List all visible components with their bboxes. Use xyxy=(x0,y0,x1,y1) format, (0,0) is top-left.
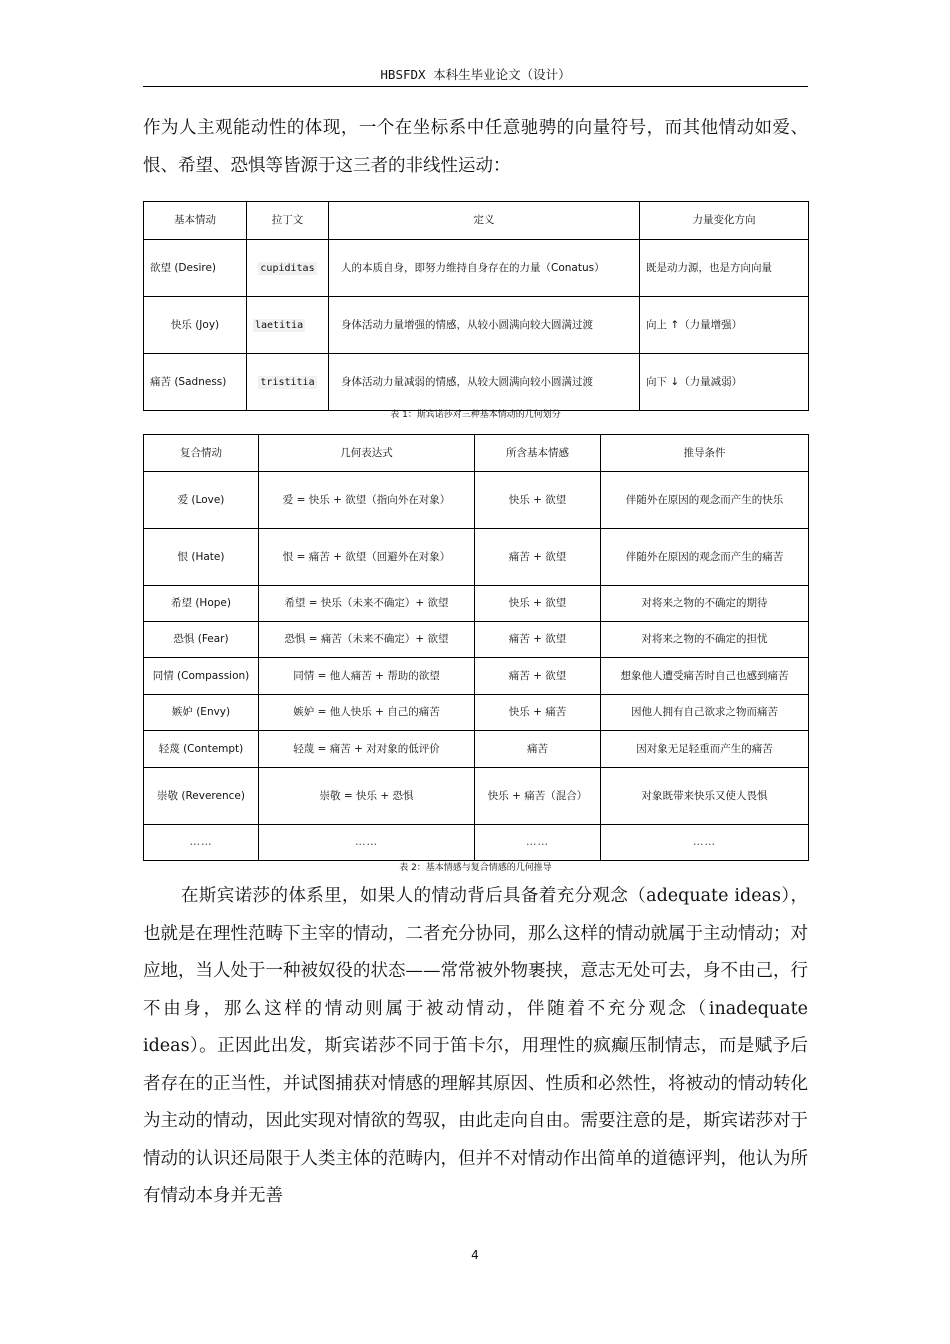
affect-direction: 向下 ↓（力量减弱） xyxy=(640,354,809,411)
compound-expression: 轻蔑 = 痛苦 + 对对象的低评价 xyxy=(259,731,475,768)
table-row xyxy=(144,240,809,297)
header-rule xyxy=(143,86,808,87)
compound-basic: 快乐 + 痛苦 xyxy=(475,695,601,731)
table-row xyxy=(144,731,809,768)
ellipsis-cell: …… xyxy=(144,825,259,861)
latin-term-text: tristitia xyxy=(260,376,315,388)
compound-expression: 希望 = 快乐（未来不确定）+ 欲望 xyxy=(259,586,475,622)
compound-name: 崇敬 (Reverence) xyxy=(144,768,259,825)
table-row xyxy=(144,297,809,354)
table-row xyxy=(144,658,809,695)
compound-condition: 伴随外在原因的观念而产生的痛苦 xyxy=(601,529,809,586)
table-header-row xyxy=(144,202,809,240)
compound-name: 恐惧 (Fear) xyxy=(144,622,259,658)
compound-name: 恨 (Hate) xyxy=(144,529,259,586)
table2-caption: 表 2：基本情感与复合情感的几何推导 xyxy=(399,863,552,873)
compound-condition: 因他人拥有自己欲求之物而痛苦 xyxy=(601,695,809,731)
table-row xyxy=(144,354,809,411)
table-row xyxy=(144,472,809,529)
compound-name: 同情 (Compassion) xyxy=(144,658,259,695)
ellipsis-cell: …… xyxy=(259,825,475,861)
table2-header-cell: 几何表达式 xyxy=(259,435,475,472)
table-row xyxy=(144,768,809,825)
table-row xyxy=(144,586,809,622)
table-header-row xyxy=(144,435,809,472)
table2-header-cell: 推导条件 xyxy=(601,435,809,472)
compound-name: 希望 (Hope) xyxy=(144,586,259,622)
affect-definition: 身体活动力量减弱的情感，从较大圆满向较小圆满过渡 xyxy=(329,354,640,411)
basic-affects-table xyxy=(143,201,809,411)
compound-expression: 同情 = 他人痛苦 + 帮助的欲望 xyxy=(259,658,475,695)
ellipsis-cell: …… xyxy=(601,825,809,861)
compound-condition: 对将来之物的不确定的担忧 xyxy=(601,622,809,658)
latin-term xyxy=(247,297,329,354)
ellipsis-cell: …… xyxy=(475,825,601,861)
affect-direction: 向上 ↑（力量增强） xyxy=(640,297,809,354)
page-number: 4 xyxy=(471,1248,479,1262)
table1-caption: 表 1：斯宾诺莎对三种基本情动的几何划分 xyxy=(390,410,561,420)
latin-term-text: laetitia xyxy=(255,319,304,331)
compound-basic: 痛苦 + 欲望 xyxy=(475,658,601,695)
table-row xyxy=(144,695,809,731)
affect-definition: 人的本质自身，即努力维持自身存在的力量（Conatus） xyxy=(329,240,640,297)
compound-expression: 崇敬 = 快乐 + 恐惧 xyxy=(259,768,475,825)
compound-condition: 因对象无足轻重而产生的痛苦 xyxy=(601,731,809,768)
table-row xyxy=(144,529,809,586)
latin-term xyxy=(247,240,329,297)
compound-expression: 恨 = 痛苦 + 欲望（回避外在对象） xyxy=(259,529,475,586)
affect-name: 欲望 (Desire) xyxy=(144,240,247,297)
latin-term-text: cupiditas xyxy=(260,262,315,274)
affect-name: 痛苦 (Sadness) xyxy=(144,354,247,411)
body-paragraph: 在斯宾诺莎的体系里，如果人的情动背后具备着充分观念（adequate ideas），也就是在理性范畴下主宰的情动，二者充分协同，那么这样的情动就属于主动情动；对应地，当人处于一种被奴役的状态——常常被外物裹挟，意志无处可去，身不由己，行不由身，那么这样的情动则属于被动情动，伴随着不充分观念（inadequate ideas）。正因此出发，斯宾诺莎不同于笛卡尔，用理性的疯癫压制情志，而是赋予后者存在的正当性，并试图捕获对情感的理解其原因、性质和必然性，将被动的情动转化为主动的情动，因此实现对情欲的驾驭，由此走向自由。需要注意的是，斯宾诺莎对于情动的认识还局限于人类主体的范畴内，但并不对情动作出简单的道德评判，他认为所有情动本身并无善 xyxy=(143,886,808,1206)
compound-expression: 爱 = 快乐 + 欲望（指向外在对象） xyxy=(259,472,475,529)
compound-expression: 恐惧 = 痛苦（未来不确定）+ 欲望 xyxy=(259,622,475,658)
compound-basic: 快乐 + 欲望 xyxy=(475,472,601,529)
table2-header-cell: 所含基本情感 xyxy=(475,435,601,472)
compound-condition: 伴随外在原因的观念而产生的快乐 xyxy=(601,472,809,529)
compound-basic: 痛苦 + 欲望 xyxy=(475,622,601,658)
compound-condition: 对象既带来快乐又使人畏惧 xyxy=(601,768,809,825)
compound-condition: 对将来之物的不确定的期待 xyxy=(601,586,809,622)
compound-expression: 嫉妒 = 他人快乐 + 自己的痛苦 xyxy=(259,695,475,731)
table-row xyxy=(144,622,809,658)
running-header: HBSFDX 本科生毕业论文（设计） xyxy=(380,67,571,82)
affect-direction: 既是动力源，也是方向向量 xyxy=(640,240,809,297)
compound-name: 爱 (Love) xyxy=(144,472,259,529)
affect-definition: 身体活动力量增强的情感，从较小圆满向较大圆满过渡 xyxy=(329,297,640,354)
table-row xyxy=(144,825,809,861)
compound-basic: 痛苦 + 欲望 xyxy=(475,529,601,586)
table1-header-cell: 基本情动 xyxy=(144,202,247,240)
table1-header-cell: 力量变化方向 xyxy=(640,202,809,240)
latin-term xyxy=(247,354,329,411)
compound-name: 嫉妒 (Envy) xyxy=(144,695,259,731)
table1-header-cell: 拉丁文 xyxy=(247,202,329,240)
intro-paragraph: 作为人主观能动性的体现，一个在坐标系中任意驰骋的向量符号，而其他情动如爱、恨、希望、恐惧等皆源于这三者的非线性运动： xyxy=(143,118,808,176)
compound-basic: 快乐 + 欲望 xyxy=(475,586,601,622)
compound-affects-table xyxy=(143,434,809,861)
compound-basic: 快乐 + 痛苦（混合） xyxy=(475,768,601,825)
compound-basic: 痛苦 xyxy=(475,731,601,768)
compound-condition: 想象他人遭受痛苦时自己也感到痛苦 xyxy=(601,658,809,695)
table2-header-cell: 复合情动 xyxy=(144,435,259,472)
table1-header-cell: 定义 xyxy=(329,202,640,240)
compound-name: 轻蔑 (Contempt) xyxy=(144,731,259,768)
affect-name: 快乐 (Joy) xyxy=(144,297,247,354)
